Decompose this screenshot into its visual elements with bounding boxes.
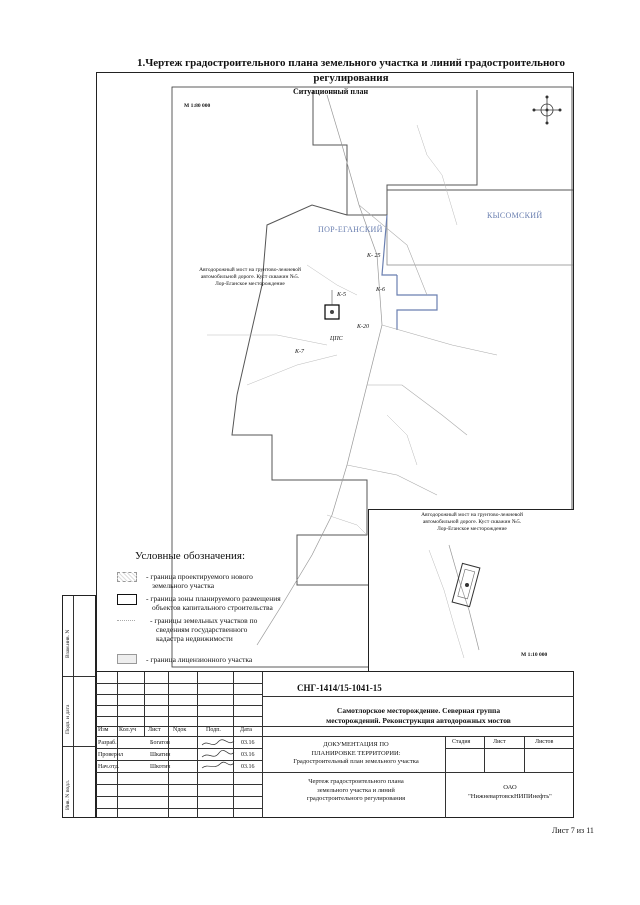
kust-label: К-5 [337, 292, 346, 298]
signature-scribbles [200, 737, 236, 771]
organization-name: ОАО "НижневартовскНИПИнефть" [468, 784, 552, 800]
legend-item-cadastre: - границы земельных участков по сведениям государственного кадастра недвижимости [150, 616, 258, 643]
tb-header-sign: Подп. [206, 727, 221, 733]
kust-label: К- 25 [367, 253, 381, 259]
tb-role: Разраб. [98, 740, 117, 746]
kust-label: К-6 [376, 287, 385, 293]
legend-swatch-new-plot [117, 572, 137, 582]
tb-header-izm: Изм [98, 727, 109, 733]
side-label-inv-original: Инв. N подл. [65, 779, 71, 810]
tb-person: Шкатин [150, 752, 171, 758]
tb-person: Шкотич [150, 764, 171, 770]
situation-plan-scale: М 1:80 000 [184, 103, 211, 109]
tb-sheet-header: Лист [493, 739, 506, 745]
kust-label: К-20 [357, 324, 369, 330]
kust-label: ЦПС [330, 336, 343, 342]
site-callout: Автодорожный мост на грунтово-лежневой автомобильной дороге. Куст скважин №5. Лор-Еганское месторождение [199, 267, 301, 287]
tb-header-date: Дата [240, 727, 252, 733]
side-label-inv-replacement: Взам.инв. N [65, 629, 71, 658]
tb-role: Проверил [98, 752, 123, 758]
kust-label: К-7 [295, 349, 304, 355]
inset-scale: М 1:10 000 [521, 652, 548, 658]
compass-rose-icon [533, 96, 562, 125]
page-number: Лист 7 из 11 [552, 826, 594, 835]
tb-stage-header: Стадия [452, 739, 471, 745]
sheet-name: Чертеж градостроительного плана земельного участка и линий градостроительного регулирования [306, 778, 406, 802]
side-label-signature-date: Подп. и дата [65, 704, 71, 734]
tb-person: Богатов [150, 740, 170, 746]
tb-header-ndoc: Nдок [173, 727, 187, 733]
inset-detail-map [369, 540, 573, 660]
legend-swatch-cadastre [117, 620, 135, 622]
legend-item-new-plot: - граница проектируемого нового земельного участка [146, 572, 253, 590]
legend-swatch-construction-zone [117, 594, 137, 605]
project-name: Самотлорское месторождение. Северная группа месторождений. Реконструкция автодорожных мостов [326, 706, 511, 725]
tb-date: 03.16 [241, 740, 255, 746]
tb-role: Нач.отд. [98, 764, 120, 770]
district-label: КЫСОМСКИЙ [487, 211, 543, 220]
legend-item-construction-zone: - граница зоны планируемого размещения объектов капитального строительства [146, 594, 281, 612]
document-type-title: ДОКУМЕНТАЦИЯ ПО ПЛАНИРОВКЕ ТЕРРИТОРИИ: Градостроительный план земельного участка [293, 741, 419, 765]
legend-swatch-license-area [117, 654, 137, 664]
tb-date: 03.16 [241, 752, 255, 758]
legend-title: Условные обозначения: [135, 550, 246, 562]
tb-date: 03.16 [241, 764, 255, 770]
drawing-title-line-2: регулирования [313, 72, 389, 84]
situation-plan-heading: Ситуационный план [293, 87, 369, 96]
drawing-title-line-1: 1.Чертеж градостроительного плана земельного участка и линий градостроительного [136, 57, 566, 69]
tb-sheets-header: Листов [535, 739, 554, 745]
tb-header-kol: Кол.уч [119, 727, 137, 733]
document-code: СНГ-1414/15-1041-15 [297, 683, 382, 693]
district-label: ПОР-ЕГАНСКИЙ [318, 225, 383, 234]
inset-callout: Автодорожный мост на грунтово-лежневой автомобильной дороге. Куст скважин №5. Лор-Еганское месторождение [421, 512, 523, 532]
side-stamp-strip [62, 595, 96, 818]
legend-item-license-area: - граница лицензионного участка [146, 655, 253, 664]
tb-header-list: Лист [148, 727, 161, 733]
